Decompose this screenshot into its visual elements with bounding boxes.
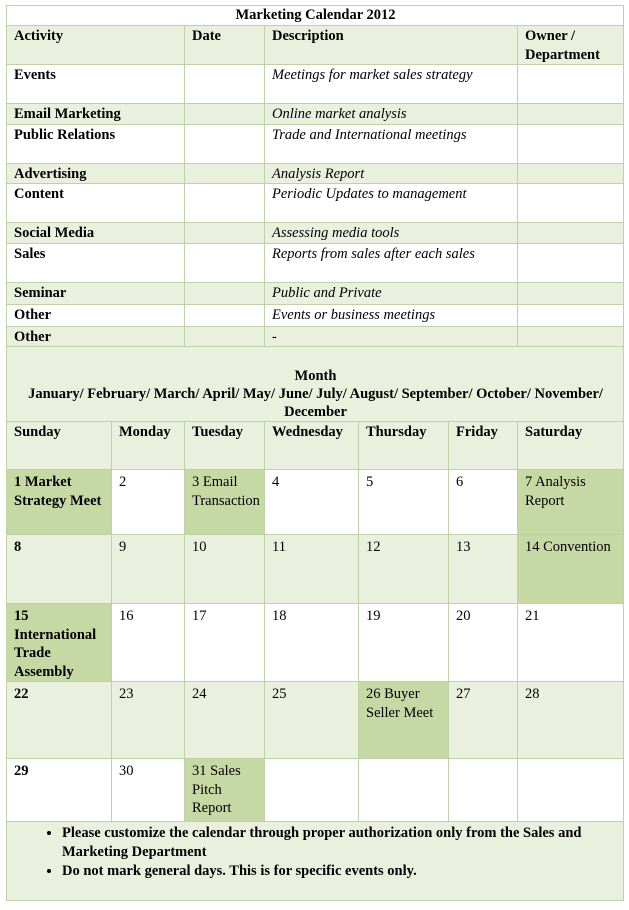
activity-name: Other — [7, 304, 185, 326]
activity-date-cell — [185, 184, 265, 223]
calendar-week-row — [7, 470, 624, 535]
calendar-day-cell: 7 Analysis Report — [518, 470, 624, 535]
calendar-day-cell: 15 International Trade Assembly — [7, 604, 112, 682]
calendar-day-cell: 3 Email Transaction — [185, 470, 265, 535]
calendar-day-cell: 17 — [185, 604, 265, 682]
notes-list — [7, 824, 623, 881]
calendar-day-cell: 22 — [7, 682, 112, 759]
description-header: Description — [265, 26, 518, 65]
activity-name: Public Relations — [7, 124, 185, 163]
activity-row — [7, 163, 624, 184]
marketing-calendar-document — [6, 5, 623, 901]
note-item: • Please customize the calendar through proper authorization only from the Sales and Marketing Department — [62, 824, 623, 861]
calendar-day-cell: 28 — [518, 682, 624, 759]
notes-section — [7, 822, 624, 901]
owner-department-header: Owner / Department — [518, 26, 624, 65]
activity-name: Other — [7, 326, 185, 347]
weekday-header: Sunday — [7, 422, 112, 470]
calendar-day-cell: 2 — [112, 470, 185, 535]
weekday-header: Monday — [112, 422, 185, 470]
marketing-calendar-table — [6, 5, 624, 901]
activity-date-cell — [185, 326, 265, 347]
calendar-empty-cell — [359, 759, 449, 822]
activity-owner-cell — [518, 223, 624, 244]
calendar-day-cell: 29 — [7, 759, 112, 822]
calendar-day-cell: 23 — [112, 682, 185, 759]
weekday-header: Thursday — [359, 422, 449, 470]
month-list: January/ February/ March/ April/ May/ June/ July/ August/ September/ October/ November/ December — [28, 386, 603, 420]
activity-row — [7, 243, 624, 282]
calendar-day-cell: 4 — [265, 470, 359, 535]
activity-header-row — [7, 26, 624, 65]
activity-name: Seminar — [7, 282, 185, 304]
activity-row — [7, 184, 624, 223]
activity-name: Content — [7, 184, 185, 223]
activity-name: Events — [7, 65, 185, 104]
activity-owner-cell — [518, 282, 624, 304]
calendar-day-cell: 27 — [449, 682, 518, 759]
activity-row — [7, 282, 624, 304]
activity-owner-cell — [518, 243, 624, 282]
activity-row — [7, 223, 624, 244]
weekday-header: Friday — [449, 422, 518, 470]
activity-owner-cell — [518, 65, 624, 104]
activity-name: Advertising — [7, 163, 185, 184]
activity-header: Activity — [7, 26, 185, 65]
calendar-day-cell: 9 — [112, 535, 185, 604]
date-header: Date — [185, 26, 265, 65]
activity-date-cell — [185, 282, 265, 304]
weekday-header: Wednesday — [265, 422, 359, 470]
calendar-week-row — [7, 535, 624, 604]
activity-date-cell — [185, 223, 265, 244]
calendar-empty-cell — [265, 759, 359, 822]
calendar-day-cell: 30 — [112, 759, 185, 822]
calendar-day-cell: 12 — [359, 535, 449, 604]
activity-owner-cell — [518, 326, 624, 347]
activity-date-cell — [185, 163, 265, 184]
calendar-day-cell: 1 Market Strategy Meet — [7, 470, 112, 535]
activity-list — [7, 65, 624, 347]
note-item: • Do not mark general days. This is for specific events only. — [62, 862, 623, 881]
activity-owner-cell — [518, 124, 624, 163]
weekday-header: Saturday — [518, 422, 624, 470]
activity-description: Analysis Report — [265, 163, 518, 184]
month-label: Month — [294, 368, 337, 384]
activity-description: Meetings for market sales strategy — [265, 65, 518, 104]
activity-date-cell — [185, 304, 265, 326]
calendar-day-cell: 5 — [359, 470, 449, 535]
calendar-day-cell: 16 — [112, 604, 185, 682]
document-title: Marketing Calendar 2012 — [7, 6, 624, 26]
calendar-week-row — [7, 604, 624, 682]
activity-description: Events or business meetings — [265, 304, 518, 326]
calendar-day-cell: 24 — [185, 682, 265, 759]
weekday-header: Tuesday — [185, 422, 265, 470]
activity-owner-cell — [518, 184, 624, 223]
calendar-empty-cell — [449, 759, 518, 822]
calendar-day-cell: 31 Sales Pitch Report — [185, 759, 265, 822]
activity-description: Assessing media tools — [265, 223, 518, 244]
activity-description: Periodic Updates to management — [265, 184, 518, 223]
calendar-day-cell: 25 — [265, 682, 359, 759]
month-heading — [7, 347, 624, 422]
activity-owner-cell — [518, 304, 624, 326]
activity-owner-cell — [518, 163, 624, 184]
calendar-day-cell: 10 — [185, 535, 265, 604]
activity-description: Public and Private — [265, 282, 518, 304]
calendar-week-row — [7, 759, 624, 822]
activity-name: Email Marketing — [7, 104, 185, 125]
activity-date-cell — [185, 124, 265, 163]
calendar-day-cell: 11 — [265, 535, 359, 604]
activity-row — [7, 124, 624, 163]
calendar-grid — [7, 470, 624, 822]
activity-date-cell — [185, 104, 265, 125]
weekday-header-row — [7, 422, 624, 470]
activity-description: - — [265, 326, 518, 347]
calendar-day-cell: 8 — [7, 535, 112, 604]
activity-owner-cell — [518, 104, 624, 125]
calendar-day-cell: 18 — [265, 604, 359, 682]
activity-name: Sales — [7, 243, 185, 282]
activity-description: Trade and International meetings — [265, 124, 518, 163]
calendar-day-cell: 26 Buyer Seller Meet — [359, 682, 449, 759]
calendar-day-cell: 19 — [359, 604, 449, 682]
activity-row — [7, 104, 624, 125]
calendar-empty-cell — [518, 759, 624, 822]
activity-date-cell — [185, 65, 265, 104]
calendar-day-cell: 20 — [449, 604, 518, 682]
calendar-day-cell: 14 Convention — [518, 535, 624, 604]
activity-row — [7, 326, 624, 347]
calendar-day-cell: 21 — [518, 604, 624, 682]
activity-row — [7, 304, 624, 326]
calendar-day-cell: 6 — [449, 470, 518, 535]
activity-date-cell — [185, 243, 265, 282]
calendar-day-cell: 13 — [449, 535, 518, 604]
activity-description: Online market analysis — [265, 104, 518, 125]
calendar-week-row — [7, 682, 624, 759]
activity-name: Social Media — [7, 223, 185, 244]
activity-row — [7, 65, 624, 104]
activity-description: Reports from sales after each sales — [265, 243, 518, 282]
